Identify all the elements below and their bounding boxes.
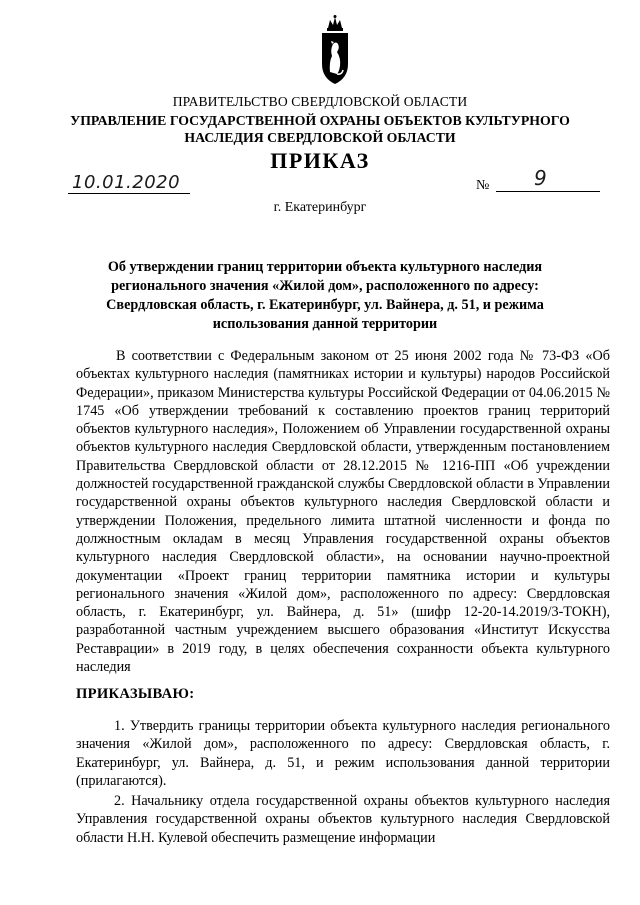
date-underline [68, 193, 190, 194]
date-field [68, 172, 190, 194]
order-item-1: 1. Утвердить границы территории объекта культурного наследия регионального значения «Жилой дом», расположенного по адресу: Свердловская область, г. Екатеринбург, ул. Вайнера, д. 51, и режим использования данной территории (прилагаются). [76, 718, 610, 789]
preamble-paragraph: В соответствии с Федеральным законом от 25 июня 2002 года № 73-ФЗ «Об объектах культурного наследия (памятниках истории и культуры) народов Российской Федерации», приказом Министерства культуры Российской Федерации от 04.06.2015 № 1745 «Об утверждении требований к составлению проектов границ территорий объектов культурного наследия», Положением об Управлении государственной охраны объектов культурного наследия Свердловской области, утвержденным постановлением Правительства Свердловской области от 28.12.2015 № 1216-ПП «Об учреждении должностей государственной гражданской службы Свердловской области в Управлении государственной охраны объектов культурного наследия Свердловской области и утверждении Положения, предельного лимита штатной численности и фонда по должностным окладам в месяц Управления государственной охраны объектов культурного наследия Свердловской области», на основании научно-проектной документации «Проект границ территории памятника истории и культуры регионального значения «Жилой дом», расположенного по адресу: Свердловская область, г. Екатеринбург, ул. Вайнера, д. 51» (шифр 12-20-14.2019/3-ТОКН), разработанной частным учреждением высшего образования «Институт Искусства Реставрации» в 2019 году, в целях обеспечения сохранности объекта культурного наследия [76, 348, 610, 676]
order-subject: Об утверждении границ территории объекта культурного наследия регионального значения «Жилой дом», расположенного по адресу: Свердловская область, г. Екатеринбург, ул. Вайнера, д. 51, и режима использования данной территории [106, 259, 544, 332]
order-items [76, 717, 610, 847]
document-type-title: ПРИКАЗ [270, 148, 370, 173]
number-field [496, 166, 600, 192]
handwritten-number: 9 [534, 166, 547, 190]
orders-heading: ПРИКАЗЫВАЮ: [76, 686, 195, 702]
government-name: ПРАВИТЕЛЬСТВО СВЕРДЛОВСКОЙ ОБЛАСТИ [172, 94, 468, 109]
handwritten-date: 10.01.2020 [72, 172, 181, 193]
number-label: № [476, 178, 490, 193]
preamble-block [76, 347, 610, 676]
city-name: г. Екатеринбург [273, 200, 367, 215]
department-name: УПРАВЛЕНИЕ ГОСУДАРСТВЕННОЙ ОХРАНЫ ОБЪЕКТОВ КУЛЬТУРНОГО НАСЛЕДИЯ СВЕРДЛОВСКОЙ ОБЛАСТИ [70, 113, 570, 145]
sverdlovsk-coat-of-arms-icon [318, 14, 352, 88]
order-item-2: 2. Начальнику отдела государственной охраны объектов культурного наследия Управления государственной охраны объектов культурного наследия Свердловской области Н.Н. Кулевой обеспечить размещение информации [76, 793, 610, 846]
number-underline [496, 191, 600, 192]
